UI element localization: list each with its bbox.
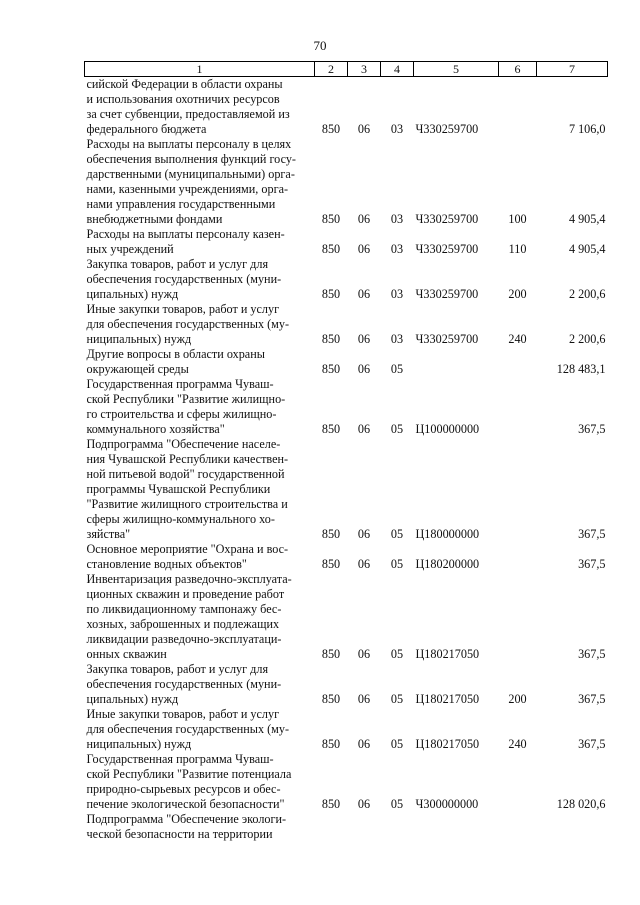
subsection-code: 05 <box>390 362 404 376</box>
expense-type-code <box>499 347 537 377</box>
section-code: 06 <box>357 242 371 256</box>
section-code: 06 <box>357 122 371 136</box>
subsection-code: 03 <box>390 122 404 136</box>
header-col-3: 3 <box>348 62 381 77</box>
subsection-code: 03 <box>390 242 404 256</box>
section-code: 06 <box>357 422 371 436</box>
budget-table <box>84 61 608 842</box>
ministry-code: 850 <box>321 527 341 541</box>
section-code: 06 <box>357 557 371 571</box>
ministry-code: 850 <box>321 212 341 226</box>
amount: 4 905,4 <box>568 242 606 256</box>
amount: 128 020,6 <box>556 797 606 811</box>
row-description: Расходы на выплаты персоналу казен- ных учреждений <box>86 227 285 256</box>
subsection-code: 05 <box>390 737 404 751</box>
expense-type-code <box>499 812 537 842</box>
expense-type-code <box>499 77 537 138</box>
row-description: Инвентаризация разведочно-эксплуата- ционных скважин и проведение работ по ликвидационному тампонажу бес- хозных, заброшенных и подлежащих ликвидации разведочно-эксплуатаци- онных скважин <box>86 572 292 661</box>
target-article-code: Ч330259700 <box>415 332 479 346</box>
row-description: Закупка товаров, работ и услуг для обеспечения государственных (муни- ципальных) нужд <box>86 662 282 706</box>
ministry-code: 850 <box>321 287 341 301</box>
target-article-code <box>414 347 499 377</box>
table-row <box>85 812 608 842</box>
subsection-code: 05 <box>390 527 404 541</box>
target-article-code: Ц180217050 <box>415 737 480 751</box>
row-description: Государственная программа Чуваш- ской Республики "Развитие потенциала природно-сырьевых ресурсов и обес- печение экологической безопасности" <box>86 752 292 811</box>
header-col-4: 4 <box>381 62 414 77</box>
row-description: Подпрограмма "Обеспечение населе- ния Чувашской Республики качествен- ной питьевой водой" государственной программы Чувашской Республики "Развитие жилищного строительства и сферы жилищно-коммунального хо- зяйства" <box>86 437 289 541</box>
ministry-code: 850 <box>321 797 341 811</box>
amount: 2 200,6 <box>568 287 606 301</box>
page-number: 70 <box>313 38 327 53</box>
amount: 367,5 <box>578 527 606 541</box>
table-row <box>85 257 608 302</box>
header-col-6: 6 <box>499 62 537 77</box>
amount: 367,5 <box>578 692 606 706</box>
subsection-code: 05 <box>390 557 404 571</box>
ministry-code: 850 <box>321 122 341 136</box>
target-article-code: Ц180217050 <box>415 647 480 661</box>
subsection-code: 03 <box>390 287 404 301</box>
target-article-code: Ц180000000 <box>415 527 480 541</box>
row-description: Государственная программа Чуваш- ской Республики "Развитие жилищно- го строительства и сферы жилищно- коммунального хозяйства" <box>86 377 286 436</box>
section-code: 06 <box>357 287 371 301</box>
target-article-code: Ч330259700 <box>415 122 479 136</box>
ministry-code: 850 <box>321 692 341 706</box>
row-description: Подпрограмма "Обеспечение экологи- ческой безопасности на территории <box>86 812 287 841</box>
expense-type-code: 200 <box>508 692 527 706</box>
section-code: 06 <box>357 692 371 706</box>
ministry-code <box>315 812 348 842</box>
column-number-header <box>85 62 608 77</box>
expense-type-code: 240 <box>508 737 527 751</box>
table-row <box>85 137 608 227</box>
amount: 367,5 <box>578 557 606 571</box>
table-row <box>85 662 608 707</box>
header-col-1: 1 <box>85 62 315 77</box>
row-description: Основное мероприятие "Охрана и вос- становление водных объектов" <box>86 542 289 571</box>
table-row <box>85 752 608 812</box>
ministry-code: 850 <box>321 422 341 436</box>
subsection-code: 05 <box>390 422 404 436</box>
amount <box>537 812 608 842</box>
expense-type-code <box>499 377 537 437</box>
expense-type-code: 110 <box>508 242 527 256</box>
amount: 128 483,1 <box>556 362 606 376</box>
row-description: Закупка товаров, работ и услуг для обеспечения государственных (муни- ципальных) нужд <box>86 257 282 301</box>
target-article-code: Ц180200000 <box>415 557 480 571</box>
subsection-code <box>381 812 414 842</box>
section-code: 06 <box>357 527 371 541</box>
target-article-code: Ц100000000 <box>415 422 480 436</box>
row-description: сийской Федерации в области охраны и использования охотничих ресурсов за счет субвенции, предоставляемой из федерального бюджета <box>86 77 290 136</box>
amount: 2 200,6 <box>568 332 606 346</box>
subsection-code: 05 <box>390 692 404 706</box>
subsection-code: 05 <box>390 647 404 661</box>
section-code: 06 <box>357 647 371 661</box>
amount: 4 905,4 <box>568 212 606 226</box>
section-code: 06 <box>357 797 371 811</box>
amount: 367,5 <box>578 737 606 751</box>
expense-type-code <box>499 437 537 542</box>
amount: 7 106,0 <box>568 122 606 136</box>
section-code: 06 <box>357 332 371 346</box>
expense-type-code: 200 <box>508 287 527 301</box>
target-article-code <box>414 812 499 842</box>
table-row <box>85 377 608 437</box>
table-row <box>85 437 608 542</box>
ministry-code: 850 <box>321 647 341 661</box>
subsection-code: 03 <box>390 332 404 346</box>
amount: 367,5 <box>578 647 606 661</box>
subsection-code: 03 <box>390 212 404 226</box>
section-code <box>348 812 381 842</box>
target-article-code: Ц180217050 <box>415 692 480 706</box>
ministry-code: 850 <box>321 557 341 571</box>
target-article-code: Ч330259700 <box>415 287 479 301</box>
table-row <box>85 347 608 377</box>
row-description: Другие вопросы в области охраны окружающей среды <box>86 347 265 376</box>
target-article-code: Ч300000000 <box>415 797 479 811</box>
expense-type-code <box>499 572 537 662</box>
header-col-5: 5 <box>414 62 499 77</box>
table-row <box>85 302 608 347</box>
expense-type-code: 240 <box>508 332 527 346</box>
table-row <box>85 77 608 138</box>
row-description: Расходы на выплаты персоналу в целях обеспечения выполнения функций госу- дарственными (муниципальными) орга- нами, казенными учреждениями, орга- нами управления государственными внебюджетными фондами <box>86 137 296 226</box>
ministry-code: 850 <box>321 242 341 256</box>
amount: 367,5 <box>578 422 606 436</box>
section-code: 06 <box>357 212 371 226</box>
expense-type-code <box>499 752 537 812</box>
table-row <box>85 572 608 662</box>
ministry-code: 850 <box>321 737 341 751</box>
table-row <box>85 542 608 572</box>
expense-type-code: 100 <box>508 212 527 226</box>
target-article-code: Ч330259700 <box>415 242 479 256</box>
ministry-code: 850 <box>321 362 341 376</box>
header-col-2: 2 <box>315 62 348 77</box>
subsection-code: 05 <box>390 797 404 811</box>
ministry-code: 850 <box>321 332 341 346</box>
row-description: Иные закупки товаров, работ и услуг для обеспечения государственных (му- ниципальных) нужд <box>86 707 290 751</box>
expense-type-code <box>499 542 537 572</box>
target-article-code: Ч330259700 <box>415 212 479 226</box>
row-description: Иные закупки товаров, работ и услуг для обеспечения государственных (му- ниципальных) нужд <box>86 302 290 346</box>
section-code: 06 <box>357 737 371 751</box>
table-row <box>85 707 608 752</box>
table-row <box>85 227 608 257</box>
header-col-7: 7 <box>537 62 608 77</box>
section-code: 06 <box>357 362 371 376</box>
